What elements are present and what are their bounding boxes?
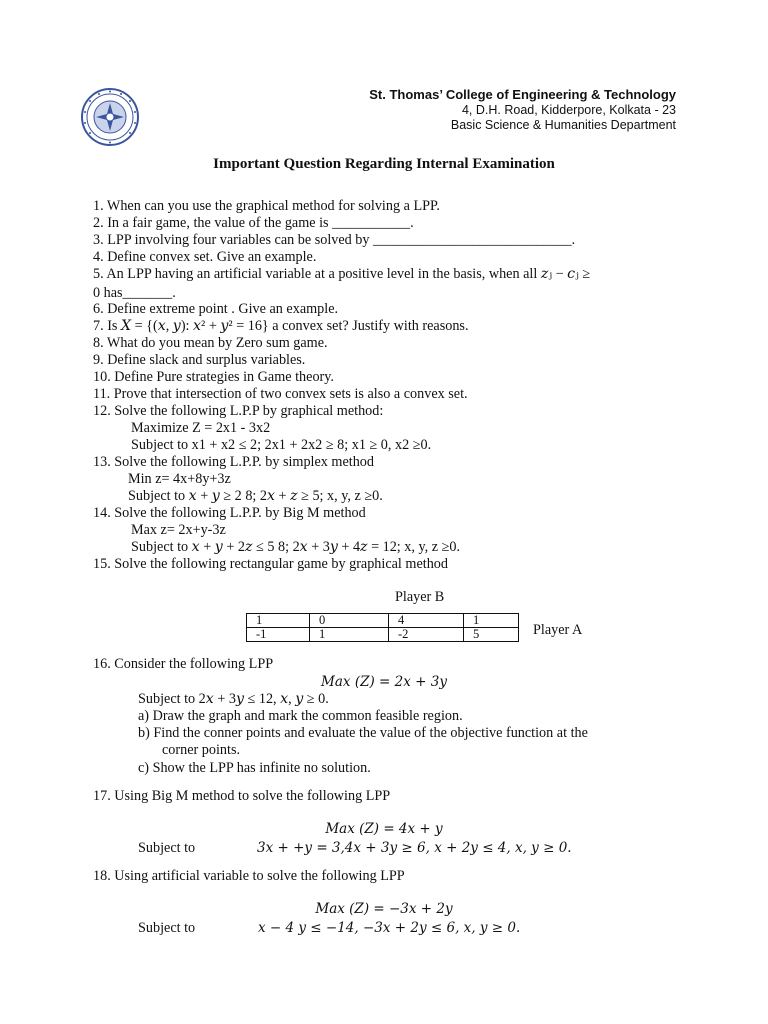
question-16-part-a: a) Draw the graph and mark the common feasible region.	[138, 708, 463, 724]
table-cell: -1	[247, 628, 310, 642]
department-name: Basic Science & Humanities Department	[450, 118, 676, 132]
question-18-subject-to: Subject to	[138, 920, 196, 936]
table-cell: -2	[389, 628, 464, 642]
question-8: 8. What do you mean by Zero sum game.	[93, 335, 328, 351]
question-12-objective: Maximize Z = 2x1 - 3x2	[131, 420, 271, 436]
question-17: 17. Using Big M method to solve the following LPP	[93, 788, 391, 804]
question-18: 18. Using artificial variable to solve the following LPP	[93, 868, 405, 884]
question-17-objective: 𝑀𝑎𝑥 (𝑍) = 4𝑥 + 𝑦	[325, 821, 443, 837]
question-17-subject-to: Subject to	[138, 840, 196, 856]
question-11: 11. Prove that intersection of two convex sets is also a convex set.	[93, 386, 468, 402]
question-14: 14. Solve the following L.P.P. by Big M method	[93, 505, 366, 521]
question-10: 10. Define Pure strategies in Game theory.	[93, 369, 334, 385]
college-address: 4, D.H. Road, Kidderpore, Kolkata - 23	[461, 103, 676, 117]
question-7: 7. Is 𝑋 = {(𝑥, 𝑦): 𝑥² + 𝑦² = 16} a convex set? Justify with reasons.	[93, 318, 469, 334]
question-16-constraints: Subject to 2𝑥 + 3𝑦 ≤ 12, 𝑥, 𝑦 ≥ 0.	[138, 691, 329, 707]
table-cell: 5	[464, 628, 519, 642]
table-cell: 4	[389, 614, 464, 628]
question-5-line-1: 5. An LPP having an artificial variable at a positive level in the basis, when all 𝑧ⱼ − 𝑐ⱼ ≥	[93, 266, 591, 282]
page-title: Important Question Regarding Internal Examination	[213, 156, 555, 172]
table-cell: 1	[247, 614, 310, 628]
question-17-constraints: 3𝑥 + +𝑦 = 3,4𝑥 + 3𝑦 ≥ 6, 𝑥 + 2𝑦 ≤ 4, 𝑥, 𝑦 ≥ 0.	[257, 840, 572, 856]
table-cell: 1	[464, 614, 519, 628]
question-16-part-c: c) Show the LPP has infinite no solution.	[138, 760, 371, 776]
college-seal-icon	[80, 87, 140, 147]
question-9: 9. Define slack and surplus variables.	[93, 352, 306, 368]
question-14-objective: Max z= 2x+y-3z	[131, 522, 226, 538]
question-13-constraints: Subject to 𝑥 + 𝑦 ≥ 2 8; 2𝑥 + 𝑧 ≥ 5; x, y, z ≥0.	[128, 488, 383, 504]
question-16-part-b: b) Find the conner points and evaluate the value of the objective function at the	[138, 725, 588, 741]
table-cell: 0	[310, 614, 389, 628]
player-a-label: Player A	[533, 622, 583, 638]
table-cell: 1	[310, 628, 389, 642]
college-name: St. Thomas’ College of Engineering & Technology	[369, 87, 676, 102]
question-12: 12. Solve the following L.P.P by graphical method:	[93, 403, 384, 419]
player-b-label: Player B	[395, 589, 445, 605]
question-2: 2. In a fair game, the value of the game is ___________.	[93, 215, 414, 231]
question-16-part-b-cont: corner points.	[162, 742, 241, 758]
question-16-objective: 𝑀𝑎𝑥 (𝑍) = 2𝑥 + 3𝑦	[321, 674, 447, 690]
question-13-objective: Min z= 4x+8y+3z	[128, 471, 231, 487]
question-18-objective: 𝑀𝑎𝑥 (𝑍) = −3𝑥 + 2𝑦	[315, 901, 453, 917]
question-18-constraints: 𝑥 − 4 𝑦 ≤ −14, −3𝑥 + 2𝑦 ≤ 6, 𝑥, 𝑦 ≥ 0.	[258, 920, 521, 936]
question-3: 3. LPP involving four variables can be solved by ____________________________.	[93, 232, 576, 248]
question-5-line-2: 0 has_______.	[93, 285, 176, 301]
table-row	[247, 614, 519, 628]
table-row	[247, 628, 519, 642]
question-16: 16. Consider the following LPP	[93, 656, 274, 672]
question-6: 6. Define extreme point . Give an example.	[93, 301, 339, 317]
question-15: 15. Solve the following rectangular game by graphical method	[93, 556, 448, 572]
question-12-constraints: Subject to x1 + x2 ≤ 2; 2x1 + 2x2 ≥ 8; x1 ≥ 0, x2 ≥0.	[131, 437, 432, 453]
question-1: 1. When can you use the graphical method for solving a LPP.	[93, 198, 440, 214]
payoff-table	[246, 613, 519, 642]
question-14-constraints: Subject to 𝑥 + 𝑦 + 2𝑧 ≤ 5 8; 2𝑥 + 3𝑦 + 4𝑧 = 12; x, y, z ≥0.	[131, 539, 461, 555]
question-13: 13. Solve the following L.P.P. by simplex method	[93, 454, 374, 470]
question-4: 4. Define convex set. Give an example.	[93, 249, 317, 265]
